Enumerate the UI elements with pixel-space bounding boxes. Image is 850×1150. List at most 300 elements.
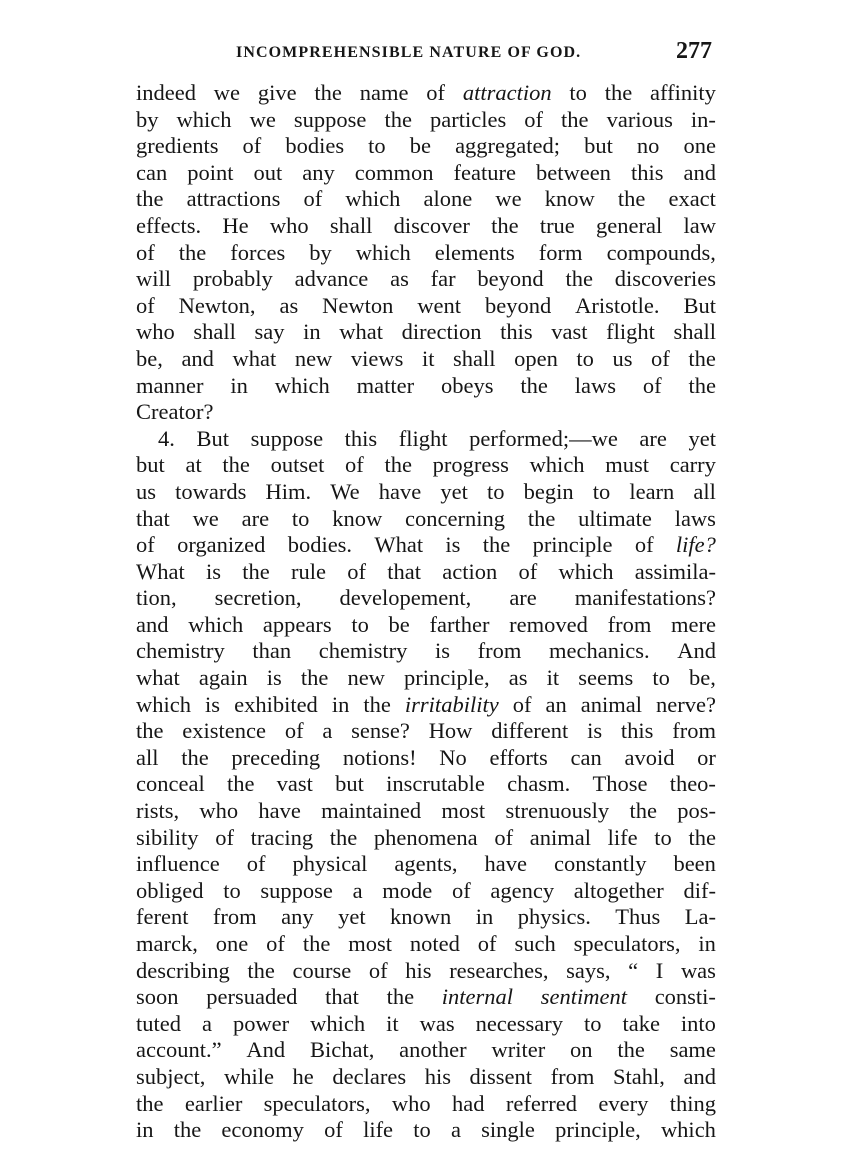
word: between [535, 159, 611, 185]
word: the [688, 824, 716, 850]
word: suppose [293, 106, 367, 132]
word: How [428, 718, 473, 744]
word: to [291, 505, 310, 531]
word: chasm. [507, 771, 571, 797]
word: carry [669, 452, 716, 478]
text-line [136, 80, 716, 107]
word: into [680, 1010, 716, 1036]
word: views [350, 345, 404, 371]
word: mode [382, 877, 433, 903]
word: vast [551, 319, 588, 345]
word: will [136, 266, 172, 292]
text-line [136, 373, 716, 400]
word: is [205, 558, 221, 584]
word: to [576, 345, 594, 371]
word: necessary [475, 1010, 564, 1036]
word: declares [332, 1063, 407, 1089]
word: chemistry [136, 638, 225, 664]
word: law [683, 212, 716, 238]
word: principle, [555, 1117, 641, 1143]
word: of [136, 292, 155, 318]
word: what [339, 319, 383, 345]
word: his [424, 1063, 451, 1089]
word: new [294, 345, 333, 371]
word: concerning [405, 505, 506, 531]
word: consti- [654, 984, 716, 1010]
word: a [322, 718, 333, 744]
word: the [617, 1037, 645, 1063]
word: which [176, 106, 232, 132]
word: the [604, 80, 633, 105]
text-line [136, 426, 716, 453]
word: indeed [136, 80, 196, 105]
word: single [481, 1117, 535, 1143]
word: obliged [136, 877, 204, 903]
word: bodies. [287, 532, 353, 558]
word: flight [606, 319, 655, 345]
word: agency [490, 877, 555, 903]
text-line [136, 532, 716, 559]
word: of [136, 239, 155, 265]
word: But [196, 425, 229, 451]
word: animal [580, 691, 643, 717]
word: soon [136, 984, 179, 1010]
word: agents, [394, 851, 458, 877]
word: the [314, 80, 342, 105]
text-line [136, 160, 716, 187]
word: any [281, 904, 314, 930]
word: is [435, 638, 451, 664]
text-line [136, 266, 716, 293]
word: be [409, 133, 431, 159]
word: manifestations? [574, 585, 716, 611]
word: suppose [260, 877, 333, 903]
text-line [136, 904, 716, 931]
word: laws [674, 505, 716, 531]
word: discoveries [614, 266, 716, 292]
word: attractions [186, 186, 281, 212]
text-line [136, 107, 716, 134]
word: by [136, 106, 159, 132]
running-head [136, 38, 716, 68]
word: but [584, 133, 613, 159]
word: economy [221, 1117, 304, 1143]
word: this [344, 425, 378, 451]
word: who [391, 1090, 431, 1116]
word: Newton, [178, 292, 256, 318]
word: exhibited [234, 691, 318, 717]
word: point [187, 159, 234, 185]
word: conceal [136, 771, 205, 797]
word: which [529, 452, 585, 478]
text-line [136, 585, 716, 612]
text-line [136, 665, 716, 692]
word: sentiment [540, 984, 627, 1010]
word: in- [690, 106, 716, 132]
word: we [213, 80, 241, 105]
word: say [254, 319, 285, 345]
word: tuted [136, 1010, 181, 1036]
word: of [242, 133, 262, 159]
word: a [352, 877, 363, 903]
word: the [384, 106, 412, 132]
word: the [136, 718, 164, 744]
word: of [368, 957, 388, 983]
word: “ [628, 957, 639, 983]
word: have [258, 798, 301, 824]
word: altogether [573, 877, 664, 903]
word: What [374, 532, 424, 558]
word: developement, [339, 585, 472, 611]
word: the [491, 212, 519, 238]
word: be, [136, 345, 163, 371]
word: compounds, [606, 239, 716, 265]
word: assimila- [634, 558, 716, 584]
word: known [390, 904, 452, 930]
word: outset [270, 452, 325, 478]
word: is [205, 691, 221, 717]
word: direction [401, 319, 482, 345]
word: from [607, 611, 652, 637]
word: than [252, 638, 292, 664]
word: persuaded [206, 984, 298, 1010]
word: marck, [136, 931, 198, 956]
word: principle [532, 532, 613, 558]
word: the [302, 931, 331, 956]
word: of [518, 558, 538, 584]
word: which [136, 691, 191, 717]
word: speculators, [263, 1090, 371, 1116]
word: the [136, 186, 164, 212]
word: or [697, 744, 716, 770]
word: researches, [449, 957, 549, 983]
text-line [136, 1037, 716, 1064]
word: must [605, 452, 650, 478]
text-line [136, 133, 716, 160]
word: matter [356, 372, 415, 398]
word: which [660, 1117, 716, 1143]
word: flight [398, 425, 448, 451]
word: was [419, 1010, 455, 1036]
word: performed;—we [469, 425, 618, 451]
text-line [136, 958, 716, 985]
word: who [136, 319, 175, 345]
word: Him. [265, 478, 312, 504]
word: are [241, 505, 270, 531]
word: to [592, 478, 611, 504]
word: we [192, 505, 219, 531]
word: rists, [136, 798, 180, 824]
word: who [199, 798, 239, 824]
word: life [607, 824, 638, 850]
word: says, [566, 957, 611, 983]
text-line [136, 931, 716, 958]
word: that [387, 558, 421, 584]
word: the [384, 452, 412, 478]
text-line [136, 612, 716, 639]
word: course [292, 957, 352, 983]
word: was [680, 957, 716, 983]
text-line [136, 479, 716, 506]
word: same [669, 1037, 716, 1063]
word: shall [453, 345, 496, 371]
text-line [136, 559, 716, 586]
word: are [509, 585, 537, 611]
word: tracing [250, 824, 314, 850]
word: dif- [683, 877, 716, 903]
word: he [292, 1063, 314, 1089]
word: influence [136, 851, 220, 877]
word: of [303, 186, 323, 212]
word: alone [423, 186, 473, 212]
word: probably [192, 266, 273, 292]
word: know [332, 505, 383, 531]
word: that [136, 505, 170, 531]
word: we [495, 186, 522, 212]
word: be [388, 611, 410, 637]
word: progress [432, 452, 509, 478]
word: as [390, 266, 409, 292]
word: another [399, 1037, 467, 1063]
text-line [136, 851, 716, 878]
word: of [246, 851, 266, 877]
word: efforts [489, 744, 548, 770]
text-line [136, 506, 716, 533]
word: of [477, 931, 497, 956]
word: of [494, 824, 514, 850]
word: And [677, 638, 716, 664]
word: I [655, 957, 664, 983]
text-line [136, 186, 716, 213]
word: of [512, 691, 532, 717]
word: to [654, 824, 672, 850]
word: Creator? [136, 399, 214, 425]
text-line [136, 638, 716, 665]
word: towards [175, 478, 247, 504]
word: as [279, 292, 299, 318]
text-line [136, 878, 716, 905]
text-line [136, 213, 716, 240]
word: the [181, 744, 209, 770]
word: noted [409, 931, 460, 956]
word: preceding [231, 744, 321, 770]
word: the [688, 372, 716, 398]
word: shall [329, 212, 373, 238]
word: He [222, 212, 249, 238]
word: removed [509, 611, 588, 637]
word: 4. [158, 425, 175, 451]
word: notions! [342, 744, 417, 770]
word: be, [688, 665, 716, 691]
word: dissent [469, 1063, 533, 1089]
word: to [413, 1117, 431, 1143]
word: yet [338, 904, 366, 930]
word: have [484, 851, 527, 877]
word: in [475, 904, 494, 930]
word: new [347, 665, 385, 691]
word: the [482, 532, 511, 558]
word: an [545, 691, 567, 717]
word: and [181, 345, 214, 371]
word: manner [136, 372, 204, 398]
word: most [441, 798, 486, 824]
word: the [173, 1117, 202, 1143]
word: which [558, 558, 614, 584]
word: we [249, 106, 276, 132]
word: bodies [285, 133, 345, 159]
word: describing [136, 957, 230, 983]
word: the [226, 771, 255, 797]
word: to [368, 133, 386, 159]
word: most [348, 931, 392, 956]
word: learn [629, 478, 675, 504]
word: of [524, 106, 543, 132]
word: mechanics. [549, 638, 650, 664]
word: which [355, 239, 411, 265]
word: But [683, 292, 716, 318]
text-line [136, 399, 716, 426]
text-line [136, 293, 716, 320]
text-line [136, 346, 716, 373]
word: maintained [321, 798, 422, 824]
word: Those [592, 771, 648, 797]
word: inscrutable [386, 771, 485, 797]
word: of [136, 532, 155, 558]
word: in [303, 319, 321, 345]
text-line [136, 825, 716, 852]
word: but [335, 771, 364, 797]
word: that [325, 984, 359, 1010]
word: from [477, 638, 522, 664]
word: one [215, 931, 249, 956]
word: the [565, 266, 593, 292]
word: us [612, 345, 633, 371]
word: chemistry [318, 638, 408, 664]
word: far [430, 266, 456, 292]
word: the [688, 345, 716, 371]
word: Newton [322, 292, 394, 318]
page-number: 277 [676, 38, 712, 64]
text-line [136, 452, 716, 479]
word: such [514, 931, 556, 956]
word: phenomena [373, 824, 478, 850]
word: laws [574, 372, 616, 398]
word: theo- [669, 771, 716, 797]
word: principle, [404, 665, 490, 691]
word: different [491, 718, 569, 744]
word: Bichat, [309, 1037, 375, 1063]
word: exact [668, 186, 716, 212]
word: beyond [484, 292, 552, 318]
word: which [188, 611, 244, 637]
text-line [136, 319, 716, 346]
text-line [136, 1117, 716, 1144]
word: no [636, 133, 660, 159]
word: the [136, 1090, 164, 1116]
word: physical [292, 851, 368, 877]
word: in [136, 1117, 154, 1143]
word: begin [523, 478, 574, 504]
text-line [136, 1091, 716, 1118]
word: tion, [136, 585, 177, 611]
word: take [622, 1010, 660, 1036]
word: La- [684, 904, 716, 930]
word: of [266, 931, 285, 956]
word: existence [182, 718, 267, 744]
text-line [136, 240, 716, 267]
word: secretion, [214, 585, 302, 611]
word: true [539, 212, 575, 238]
word: account.” [136, 1037, 222, 1063]
word: a [201, 1010, 212, 1036]
word: mere [671, 611, 716, 637]
word: the [629, 798, 657, 824]
word: any [302, 159, 335, 185]
word: can [570, 744, 602, 770]
word: attraction [462, 80, 552, 105]
word: us [136, 478, 157, 504]
text-line [136, 718, 716, 745]
word: on [570, 1037, 593, 1063]
word: life [363, 1117, 394, 1143]
word: which [274, 372, 330, 398]
word: in [230, 372, 248, 398]
word: life? [675, 532, 716, 558]
word: a [450, 1117, 461, 1143]
word: speculators, [573, 931, 681, 956]
word: irritability [404, 691, 499, 717]
word: various [606, 106, 673, 132]
word: as [508, 665, 528, 691]
word: aggregated; [455, 133, 561, 159]
word: all [136, 744, 159, 770]
word: ultimate [578, 505, 652, 531]
word: while [223, 1063, 274, 1089]
word: and [136, 611, 169, 637]
word: again [198, 665, 248, 691]
word: is [445, 532, 461, 558]
word: it [546, 665, 560, 691]
body-text [136, 80, 716, 1144]
word: yet [688, 425, 716, 451]
word: subject, [136, 1063, 206, 1089]
word: animal [529, 824, 591, 850]
word: No [439, 744, 467, 770]
word: earlier [184, 1090, 243, 1116]
word: had [451, 1090, 485, 1116]
word: farther [429, 611, 490, 637]
word: the [561, 106, 589, 132]
word: internal [441, 984, 514, 1010]
word: power [232, 1010, 290, 1036]
word: of [347, 558, 366, 584]
word: from [550, 1063, 595, 1089]
word: which [310, 1010, 366, 1036]
word: pos- [677, 798, 716, 824]
word: of [634, 532, 654, 558]
word: name [359, 80, 409, 105]
word: from [212, 904, 257, 930]
word: affinity [650, 80, 716, 105]
word: are [639, 425, 667, 451]
word: the [247, 957, 275, 983]
word: to [652, 665, 670, 691]
word: of [324, 1117, 343, 1143]
word: this [500, 319, 533, 345]
word: Aristotle. [575, 292, 660, 318]
word: this [630, 159, 664, 185]
word: been [673, 851, 716, 877]
